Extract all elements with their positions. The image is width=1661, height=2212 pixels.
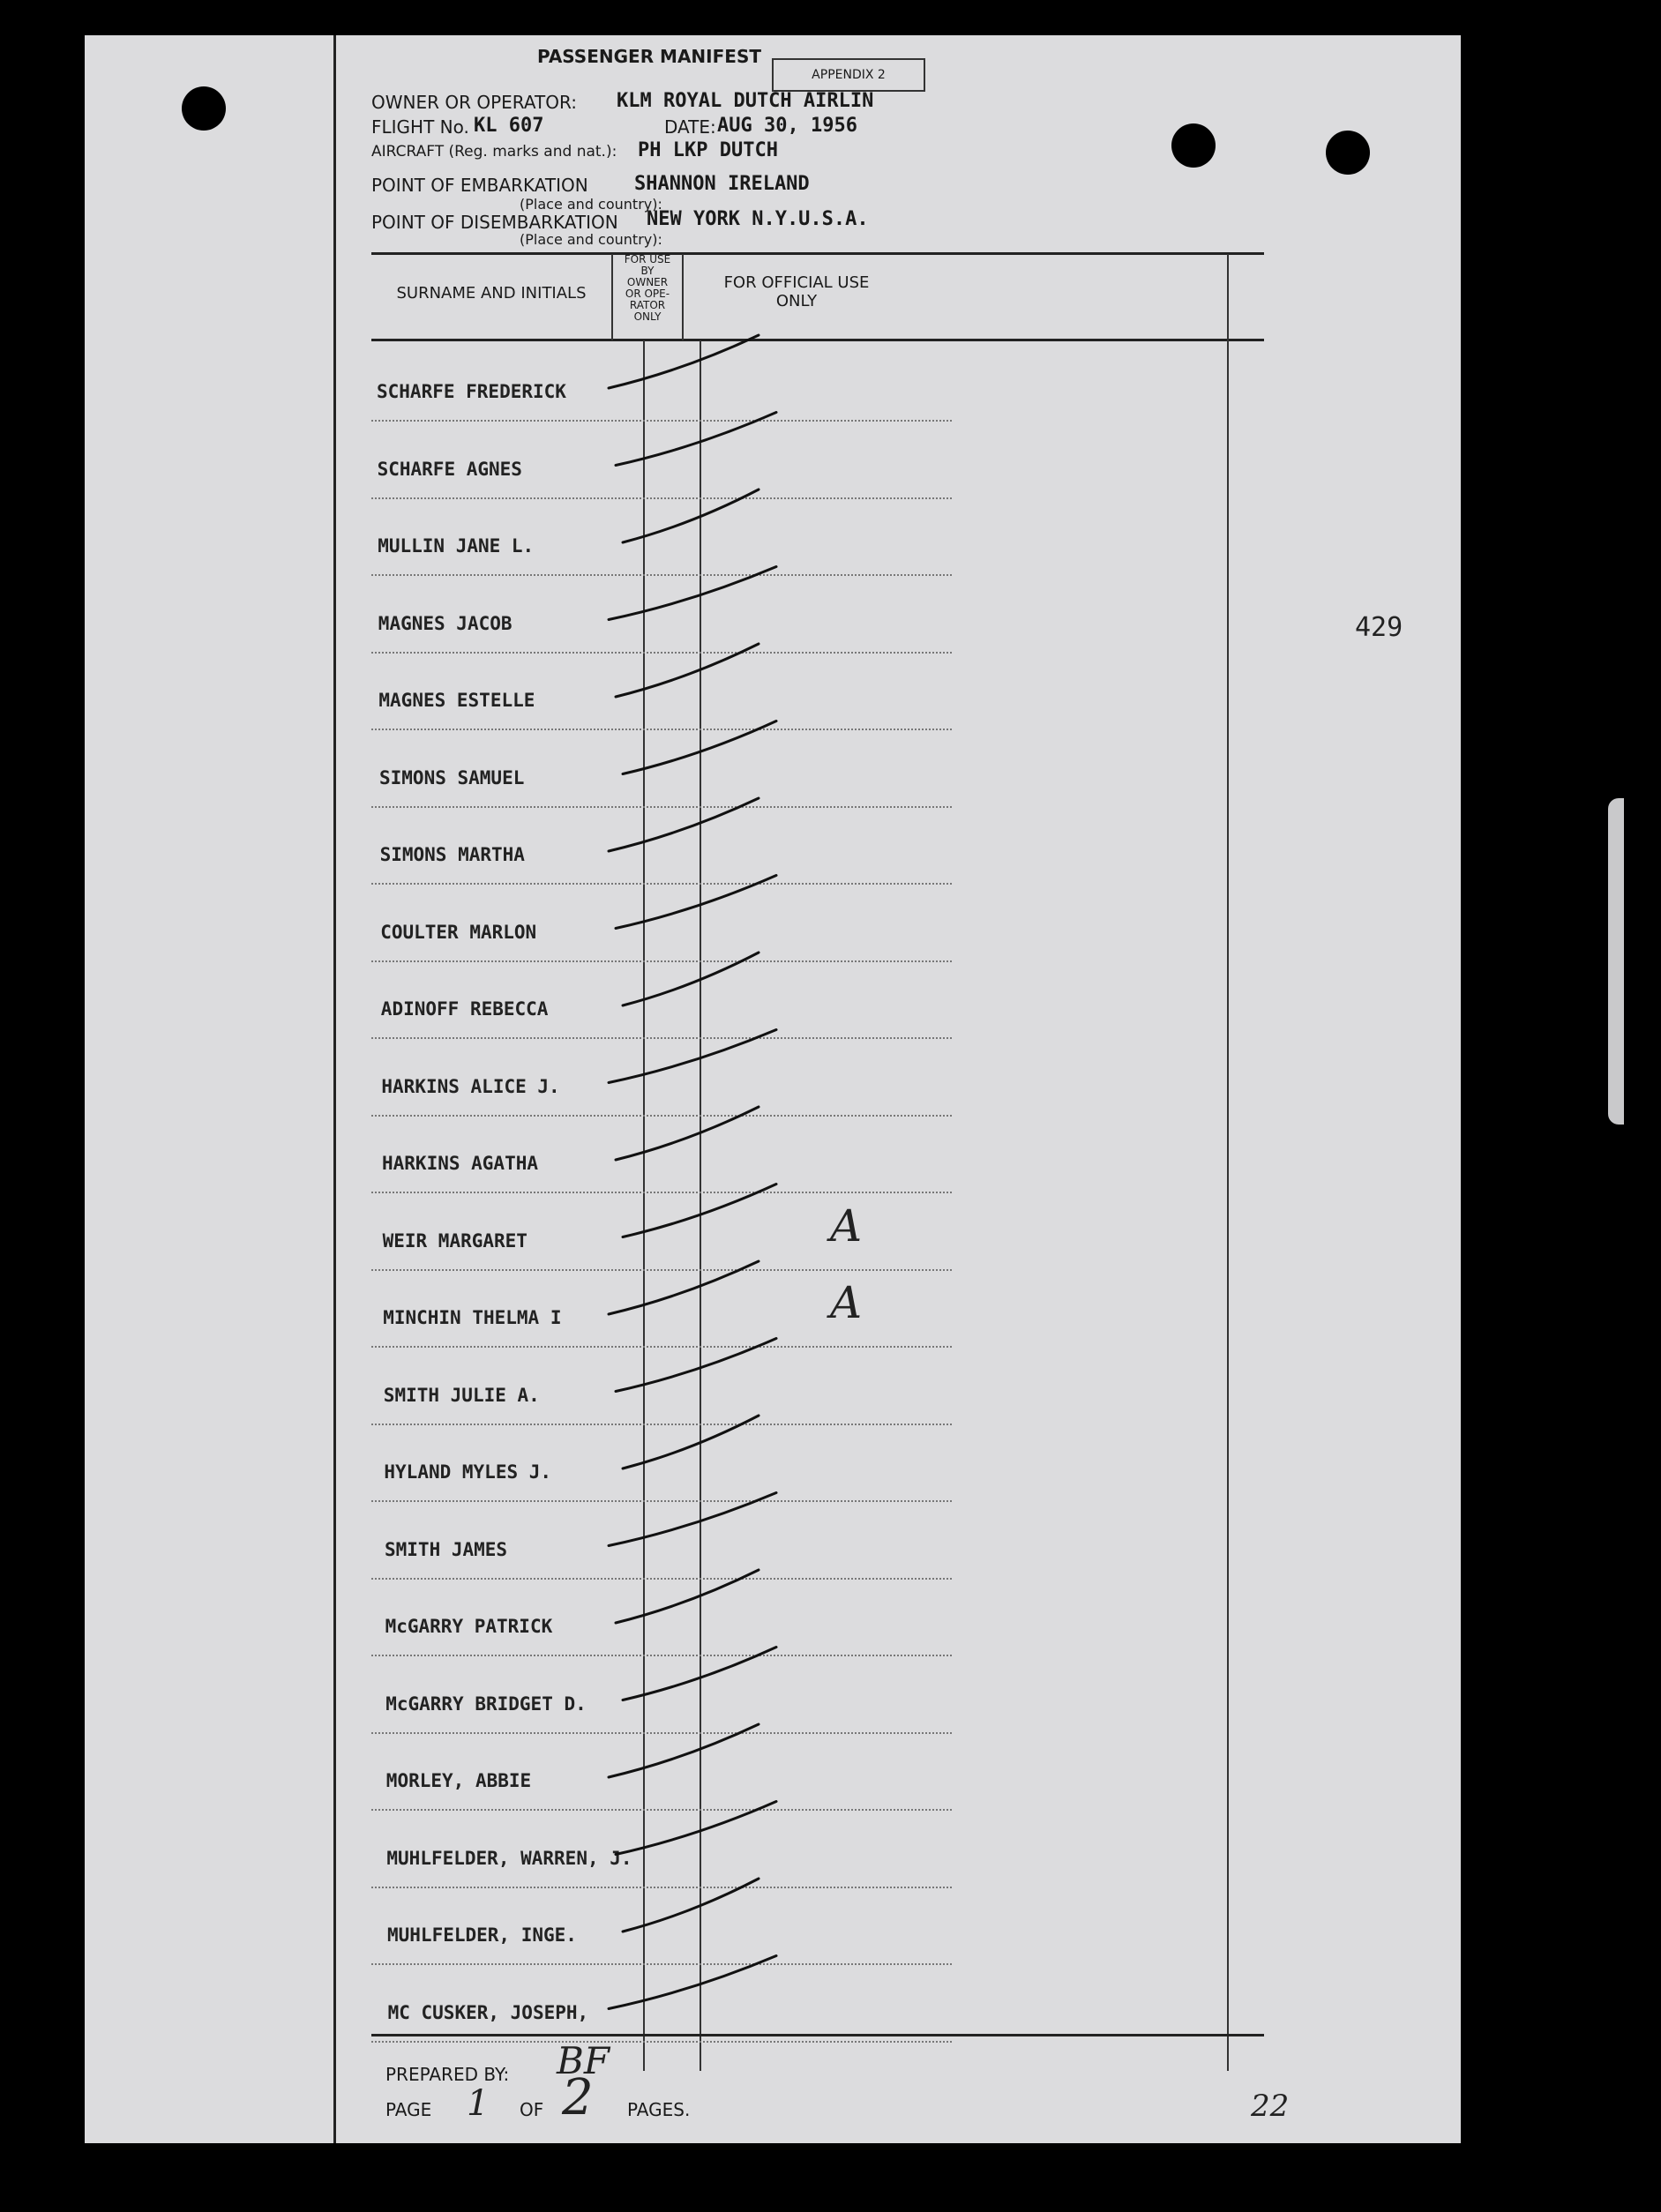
page-edge-tab bbox=[1608, 798, 1624, 1125]
prepared-by-label: PREPARED BY: bbox=[385, 2064, 510, 2085]
passenger-row bbox=[371, 1887, 952, 1965]
column-header-rule bbox=[371, 339, 1264, 341]
disembarkation-label: POINT OF DISEMBARKATION bbox=[371, 212, 618, 233]
passenger-name: ADINOFF REBECCA bbox=[380, 998, 549, 1020]
surname-column-header: SURNAME AND INITIALS bbox=[396, 284, 587, 303]
embarkation-sub: (Place and country): bbox=[520, 196, 662, 213]
passenger-name: MORLEY, ABBIE bbox=[385, 1770, 532, 1791]
column-divider bbox=[682, 254, 684, 340]
punch-hole bbox=[182, 86, 226, 131]
official-mark: A bbox=[830, 1199, 863, 1252]
passenger-name: MINCHIN THELMA I bbox=[383, 1307, 562, 1328]
passenger-row bbox=[371, 1579, 952, 1656]
passenger-name: McGARRY PATRICK bbox=[385, 1616, 553, 1637]
punch-hole bbox=[1326, 131, 1370, 175]
total-pages: 2 bbox=[562, 2069, 594, 2126]
passenger-name: HARKINS AGATHA bbox=[382, 1153, 539, 1174]
passenger-name: MULLIN JANE L. bbox=[378, 535, 535, 557]
aircraft-label: AIRCRAFT (Reg. marks and nat.): bbox=[371, 143, 617, 161]
header-rule bbox=[371, 252, 1264, 255]
passenger-row bbox=[371, 498, 952, 576]
passenger-row bbox=[371, 730, 952, 808]
passenger-name: McGARRY BRIDGET D. bbox=[385, 1693, 587, 1715]
date-value: AUG 30, 1956 bbox=[717, 115, 857, 137]
aircraft-value: PH LKP DUTCH bbox=[638, 139, 778, 161]
passenger-name: SIMONS MARTHA bbox=[379, 844, 525, 865]
passenger-row bbox=[371, 344, 952, 422]
passenger-row bbox=[371, 576, 952, 654]
passenger-name: MUHLFELDER, WARREN, J. bbox=[386, 1847, 632, 1869]
official-use-column-header: FOR OFFICIAL USE ONLY bbox=[723, 273, 870, 310]
owner-label: OWNER OR OPERATOR: bbox=[371, 92, 577, 113]
column-divider bbox=[611, 254, 613, 340]
passenger-name: SCHARFE FREDERICK bbox=[377, 381, 566, 402]
flight-label: FLIGHT No. bbox=[371, 116, 469, 138]
stamped-page-number: 429 bbox=[1355, 612, 1403, 643]
passenger-row bbox=[371, 885, 952, 962]
owner-use-column-header: FOR USE BY OWNER OR OPE- RATOR ONLY bbox=[624, 253, 671, 323]
official-mark: A bbox=[830, 1277, 863, 1328]
passenger-row bbox=[371, 653, 952, 730]
flight-value: KL 607 bbox=[474, 115, 544, 137]
disembarkation-sub: (Place and country): bbox=[520, 231, 662, 248]
passenger-name: COULTER MARLON bbox=[380, 921, 537, 943]
passenger-row bbox=[371, 1193, 952, 1271]
passenger-row bbox=[371, 422, 952, 499]
passenger-name: SIMONS SAMUEL bbox=[379, 766, 525, 788]
owner-value: KLM ROYAL DUTCH AIRLIN bbox=[617, 90, 874, 112]
passenger-name: MAGNES ESTELLE bbox=[378, 690, 535, 711]
passenger-name: MAGNES JACOB bbox=[378, 612, 513, 634]
appendix-box: APPENDIX 2 bbox=[772, 58, 925, 92]
passenger-name: SMITH JAMES bbox=[385, 1538, 508, 1560]
passenger-row bbox=[371, 961, 952, 1039]
passenger-row bbox=[371, 1733, 952, 1811]
pages-label: PAGES. bbox=[627, 2099, 691, 2120]
date-label: DATE: bbox=[664, 116, 716, 138]
passenger-name: MC CUSKER, JOSEPH, bbox=[387, 2001, 589, 2023]
passenger-row bbox=[371, 807, 952, 885]
page-number: 1 bbox=[467, 2083, 490, 2124]
passenger-manifest-form bbox=[333, 35, 1262, 2143]
passenger-row bbox=[371, 1039, 952, 1117]
passenger-row bbox=[371, 1270, 952, 1348]
passenger-row bbox=[371, 1116, 952, 1193]
passenger-name: HARKINS ALICE J. bbox=[381, 1075, 560, 1097]
passenger-name: WEIR MARGARET bbox=[382, 1229, 527, 1252]
passenger-row bbox=[371, 1656, 952, 1734]
disembarkation-value: NEW YORK N.Y.U.S.A. bbox=[647, 208, 869, 230]
passenger-row bbox=[371, 1348, 952, 1425]
prepared-by-signature: BF bbox=[557, 2039, 610, 2082]
embarkation-label: POINT OF EMBARKATION bbox=[371, 175, 588, 196]
passenger-row bbox=[371, 1502, 952, 1580]
manifest-title: PASSENGER MANIFEST bbox=[537, 46, 761, 67]
embarkation-value: SHANNON IRELAND bbox=[634, 173, 810, 195]
of-label: OF bbox=[520, 2099, 544, 2120]
passenger-name: HYLAND MYLES J. bbox=[384, 1461, 552, 1483]
passenger-name: MUHLFELDER, INGE. bbox=[387, 1924, 577, 1946]
page-label: PAGE bbox=[385, 2099, 432, 2120]
corner-page-number: 22 bbox=[1251, 2089, 1290, 2124]
form-right-edge bbox=[1227, 254, 1229, 2071]
passenger-row bbox=[371, 1424, 952, 1502]
list-bottom-rule bbox=[371, 2034, 1264, 2036]
passenger-row bbox=[371, 1965, 952, 2043]
passenger-name: SCHARFE AGNES bbox=[377, 458, 522, 480]
passenger-name: SMITH JULIE A. bbox=[383, 1384, 540, 1406]
passenger-row bbox=[371, 1811, 952, 1888]
